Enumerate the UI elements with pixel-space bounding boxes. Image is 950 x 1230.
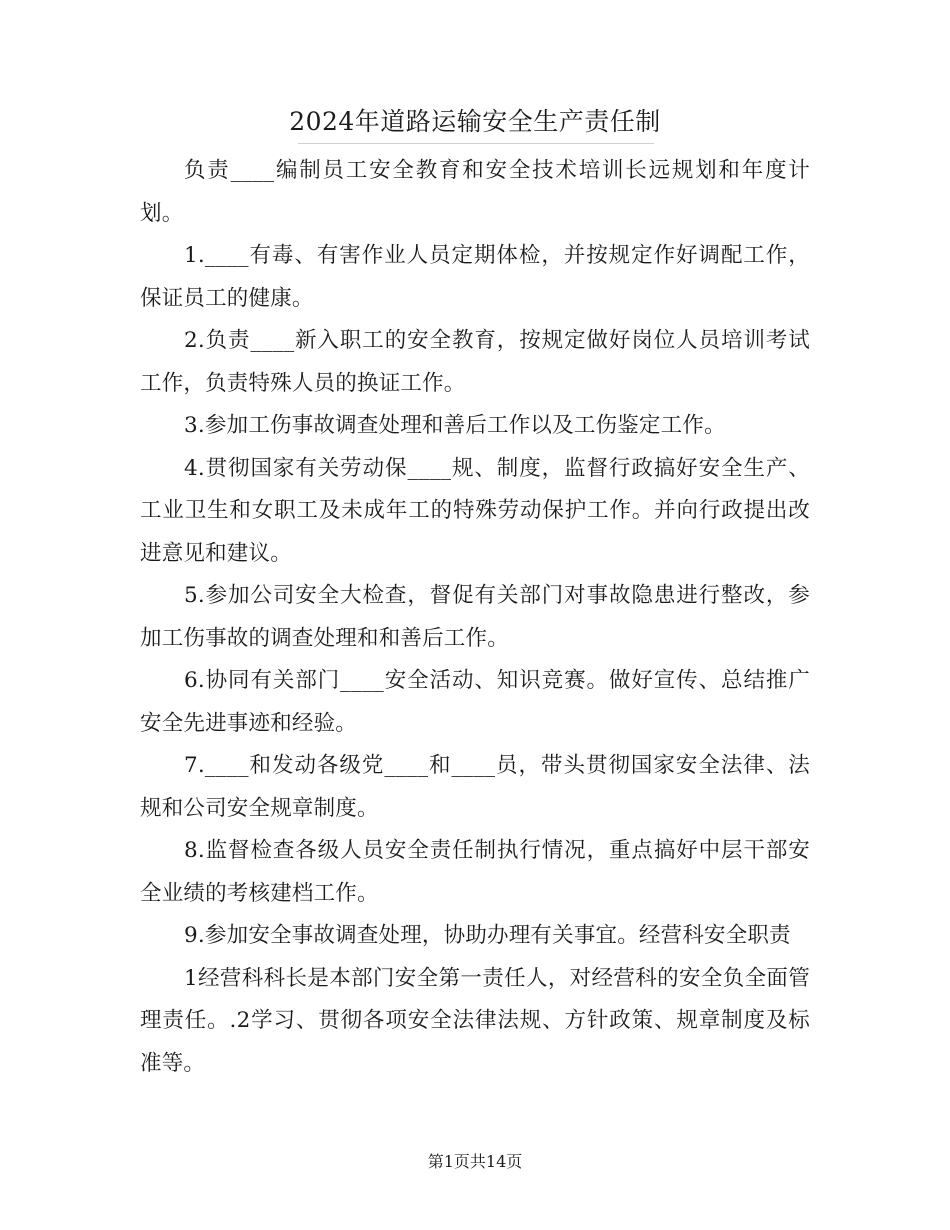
paragraph-item-8: 8.监督检查各级人员安全责任制执行情况，重点搞好中层干部安全业绩的考核建档工作。 <box>140 838 810 906</box>
paragraph-item-6: 6.协同有关部门____安全活动、知识竞赛。做好宣传、总结推广安全先进事迹和经验。 <box>140 668 810 736</box>
paragraph-item-4: 4.贯彻国家有关劳动保____规、制度，监督行政搞好安全生产、工业卫生和女职工及未成年工的特殊劳动保护工作。并向行政提出改进意见和建议。 <box>140 455 810 566</box>
paragraph-item-1: 1.____有毒、有害作业人员定期体检，并按规定作好调配工作，保证员工的健康。 <box>140 243 810 311</box>
page-number: 第1页共14页 <box>427 1152 523 1171</box>
paragraph-item-3: 3.参加工伤事故调查处理和善后工作以及工伤鉴定工作。 <box>184 413 726 438</box>
paragraph-item-9: 9.参加安全事故调查处理，协助办理有关事宜。经营科安全职责 <box>184 923 791 948</box>
paragraph-item-7: 7.____和发动各级党____和____员，带头贯彻国家安全法律、法规和公司安全规章制度。 <box>140 753 810 821</box>
paragraph-business-dept: 1经营科科长是本部门安全第一责任人，对经营科的安全负全面管理责任。.2学习、贯彻各项安全法律法规、方针政策、规章制度及标准等。 <box>140 965 810 1076</box>
document-title: 2024年道路运输安全生产责任制 <box>289 107 661 136</box>
paragraph-item-2: 2.负责____新入职工的安全教育，按规定做好岗位人员培训考试工作，负责特殊人员的换证工作。 <box>140 328 810 396</box>
paragraph-intro: 负责____编制员工安全教育和安全技术培训长远规划和年度计划。 <box>140 158 810 226</box>
title-underline <box>298 143 654 144</box>
paragraph-item-5: 5.参加公司安全大检查，督促有关部门对事故隐患进行整改，参加工伤事故的调查处理和和善后工作。 <box>140 583 810 651</box>
document-body <box>140 150 810 1085</box>
